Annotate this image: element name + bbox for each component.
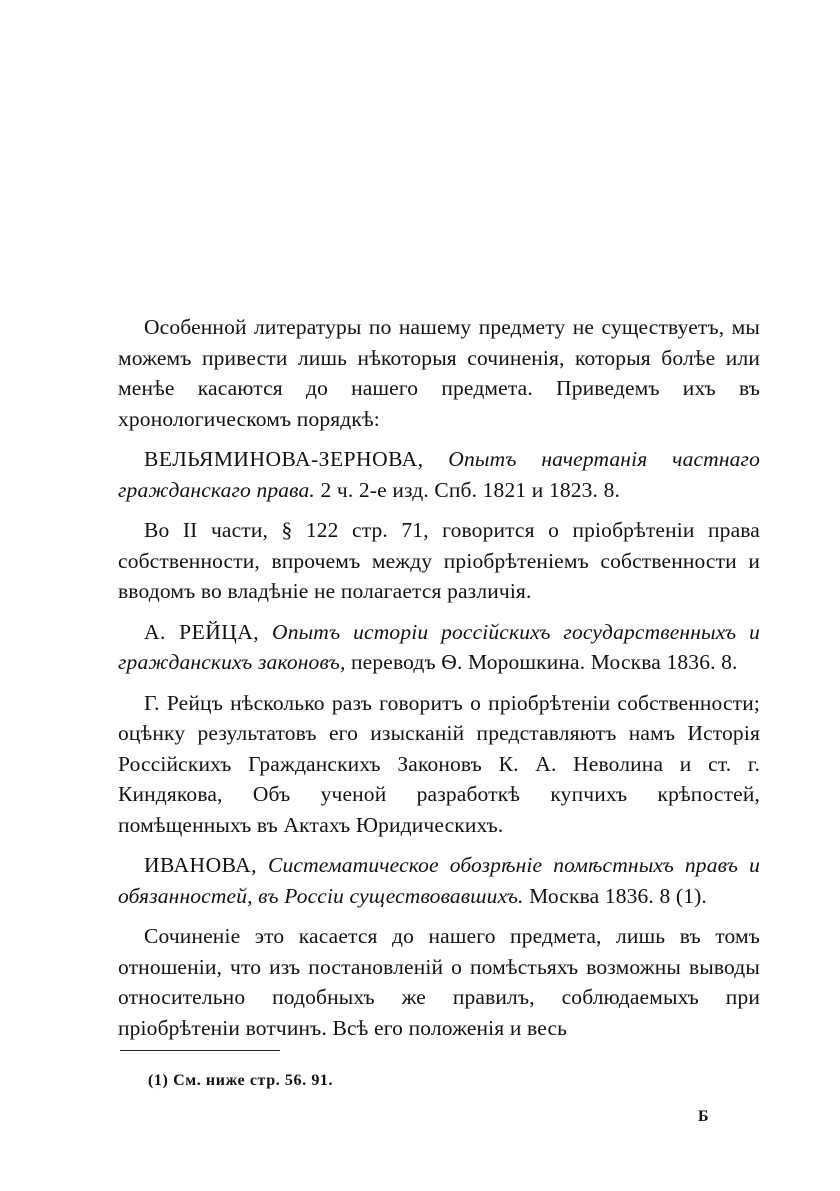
footnote-text: См. ниже стр. 56. 91. — [173, 1072, 334, 1089]
reference-entry — [118, 850, 760, 911]
main-text — [118, 312, 760, 1053]
reference-note: Сочиненіе это касается до нашего предмета, лишь въ томъ отношеніи, что изъ постановленій о помѣстьяхъ возможны выводы относительно подобныхъ же правилъ, соблюдаемыхъ при пріобрѣтеніи вотчинъ. Всѣ его положенія и весь — [118, 924, 760, 1040]
reference-author: ИВАНОВА, — [144, 853, 257, 877]
reference-details: Москва 1836. 8 — [529, 883, 671, 908]
reference-details: 2 ч. 2-е изд. Спб. 1821 и 1823. 8. — [320, 477, 621, 502]
reference-title: Опытъ исторіи россійскихъ государственныхъ и гражданскихъ законовъ, — [118, 619, 760, 674]
signature-mark: Б — [698, 1108, 709, 1125]
reference-details: переводъ Ѳ. Морошкина. Москва 1836. 8. — [351, 650, 738, 674]
reference-entry — [118, 444, 760, 505]
reference-author: ВЕЛЬЯМИНОВА-ЗЕРНОВА, — [144, 447, 424, 471]
reference-title: Опытъ начертанія частнаго гражданскаго права. — [118, 447, 760, 502]
footnote-reference: (1). — [675, 883, 707, 908]
reference-note: Г. Рейцъ нѣсколько разъ говоритъ о пріобрѣтеніи собственности; оцѣнку результатовъ его изысканій представляютъ намъ Исторія Россійскихъ Гражданскихъ Законовъ К. А. Неволина и ст. г. Киндякова, Объ ученой разработкѣ купчихъ крѣпостей, помѣщенныхъ въ Актахъ Юридическихъ. — [118, 690, 760, 837]
reference-title: Систематическое обозрѣніе помѣстныхъ правъ и обязанностей, въ Россіи существовавшихъ. — [118, 853, 760, 908]
footnote-mark: (1) — [148, 1072, 169, 1089]
reference-entry — [118, 617, 760, 678]
intro-paragraph: Особенной литературы по нашему предмету не существуетъ, мы можемъ привести лишь нѣкоторыя сочиненія, которыя болѣе или менѣе касаются до нашего предмета. Приведемъ ихъ въ хронологическомъ порядкѣ: — [118, 315, 760, 431]
reference-note: Во II части, § 122 стр. 71, говорится о пріобрѣтеніи права собственности, впрочемъ между пріобрѣтеніемъ собственности и вводомъ во владѣніе не полагается различія. — [118, 518, 760, 603]
reference-author: А. РЕЙЦА, — [144, 619, 260, 644]
footnote — [148, 1072, 333, 1090]
footnote-divider — [120, 1050, 280, 1051]
